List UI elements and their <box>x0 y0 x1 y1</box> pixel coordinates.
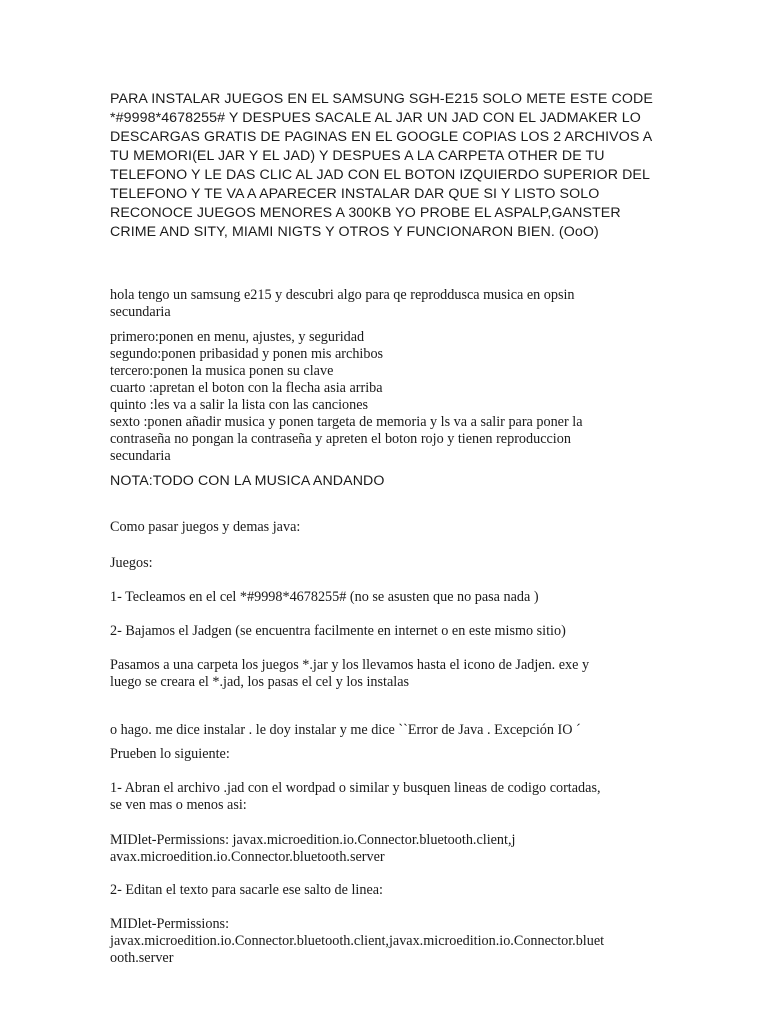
header-line: *#9998*4678255# Y DESPUES SACALE AL JAR UN JAD CON EL JADMAKER LO <box>110 110 641 126</box>
abran-line: se ven mas o menos asi: <box>110 797 247 813</box>
step-line: secundaria <box>110 448 171 464</box>
nota-line: NOTA:TODO CON LA MUSICA ANDANDO <box>110 473 385 489</box>
step-line: segundo:ponen pribasidad y ponen mis archibos <box>110 346 384 362</box>
java-title: Como pasar juegos y demas java: <box>110 519 301 535</box>
error-line: o hago. me dice instalar . le doy instalar y me dice ``Error de Java . Excepción IO ´ <box>110 722 581 738</box>
intro-paragraph <box>110 287 670 321</box>
code-line: avax.microedition.io.Connector.bluetooth.server <box>110 849 385 865</box>
intro-line: secundaria <box>110 304 171 320</box>
pasamos-line: luego se creara el *.jad, los pasas el cel y los instalas <box>110 674 410 690</box>
abran-line: 1- Abran el archivo .jad con el wordpad o similar y busquen lineas de codigo cortadas, <box>110 780 601 796</box>
step-line: primero:ponen en menu, ajustes, y seguridad <box>110 329 365 345</box>
step-line: tercero:ponen la musica ponen su clave <box>110 363 334 379</box>
step-line: cuarto :apretan el boton con la flecha asia arriba <box>110 380 383 396</box>
pasamos-line: Pasamos a una carpeta los juegos *.jar y los llevamos hasta el icono de Jadjen. exe y <box>110 657 590 673</box>
pasamos-paragraph <box>110 657 670 691</box>
step-line: sexto :ponen añadir musica y ponen targeta de memoria y ls va a salir para poner la <box>110 414 583 430</box>
midlet-code-2 <box>110 916 670 967</box>
prueben-line: Prueben lo siguiente: <box>110 746 230 762</box>
header-line: PARA INSTALAR JUEGOS EN EL SAMSUNG SGH-E215 SOLO METE ESTE CODE <box>110 91 653 107</box>
header-line: RECONOCE JUEGOS MENORES A 300KB YO PROBE EL ASPALP,GANSTER <box>110 205 621 221</box>
steps-list <box>110 329 670 465</box>
step-2-line: 2- Bajamos el Jadgen (se encuentra facilmente en internet o en este mismo sitio) <box>110 623 566 639</box>
header-paragraph <box>110 90 670 242</box>
header-line: DESCARGAS GRATIS DE PAGINAS EN EL GOOGLE COPIAS LOS 2 ARCHIVOS A <box>110 129 653 145</box>
juegos-label: Juegos: <box>110 555 153 571</box>
step-line: contraseña no pongan la contraseña y apreten el boton rojo y tienen reproduccion <box>110 431 571 447</box>
header-line: TELEFONO Y LE DAS CLIC AL JAD CON EL BOTON IZQUIERDO SUPERIOR DEL <box>110 167 650 183</box>
intro-line: hola tengo un samsung e215 y descubri algo para qe reproddusca musica en opsin <box>110 287 575 303</box>
code-line: MIDlet-Permissions: javax.microedition.io.Connector.bluetooth.client,j <box>110 832 516 848</box>
header-line: CRIME AND SITY, MIAMI NIGTS Y OTROS Y FUNCIONARON BIEN. (OoO) <box>110 224 599 240</box>
midlet-code-1 <box>110 832 670 866</box>
editan-line: 2- Editan el texto para sacarle ese salto de linea: <box>110 882 383 898</box>
header-line: TU MEMORI(EL JAR Y EL JAD) Y DESPUES A LA CARPETA OTHER DE TU <box>110 148 605 164</box>
code-line: ooth.server <box>110 950 174 966</box>
abran-paragraph <box>110 780 670 814</box>
header-line: TELEFONO Y TE VA A APARECER INSTALAR DAR QUE SI Y LISTO SOLO <box>110 186 600 202</box>
code-line: javax.microedition.io.Connector.bluetooth.client,javax.microedition.io.Connector.bluet <box>110 933 605 949</box>
step-line: quinto :les va a salir la lista con las canciones <box>110 397 369 413</box>
step-1-line: 1- Tecleamos en el cel *#9998*4678255# (no se asusten que no pasa nada ) <box>110 589 539 605</box>
code-line: MIDlet-Permissions: <box>110 916 230 932</box>
